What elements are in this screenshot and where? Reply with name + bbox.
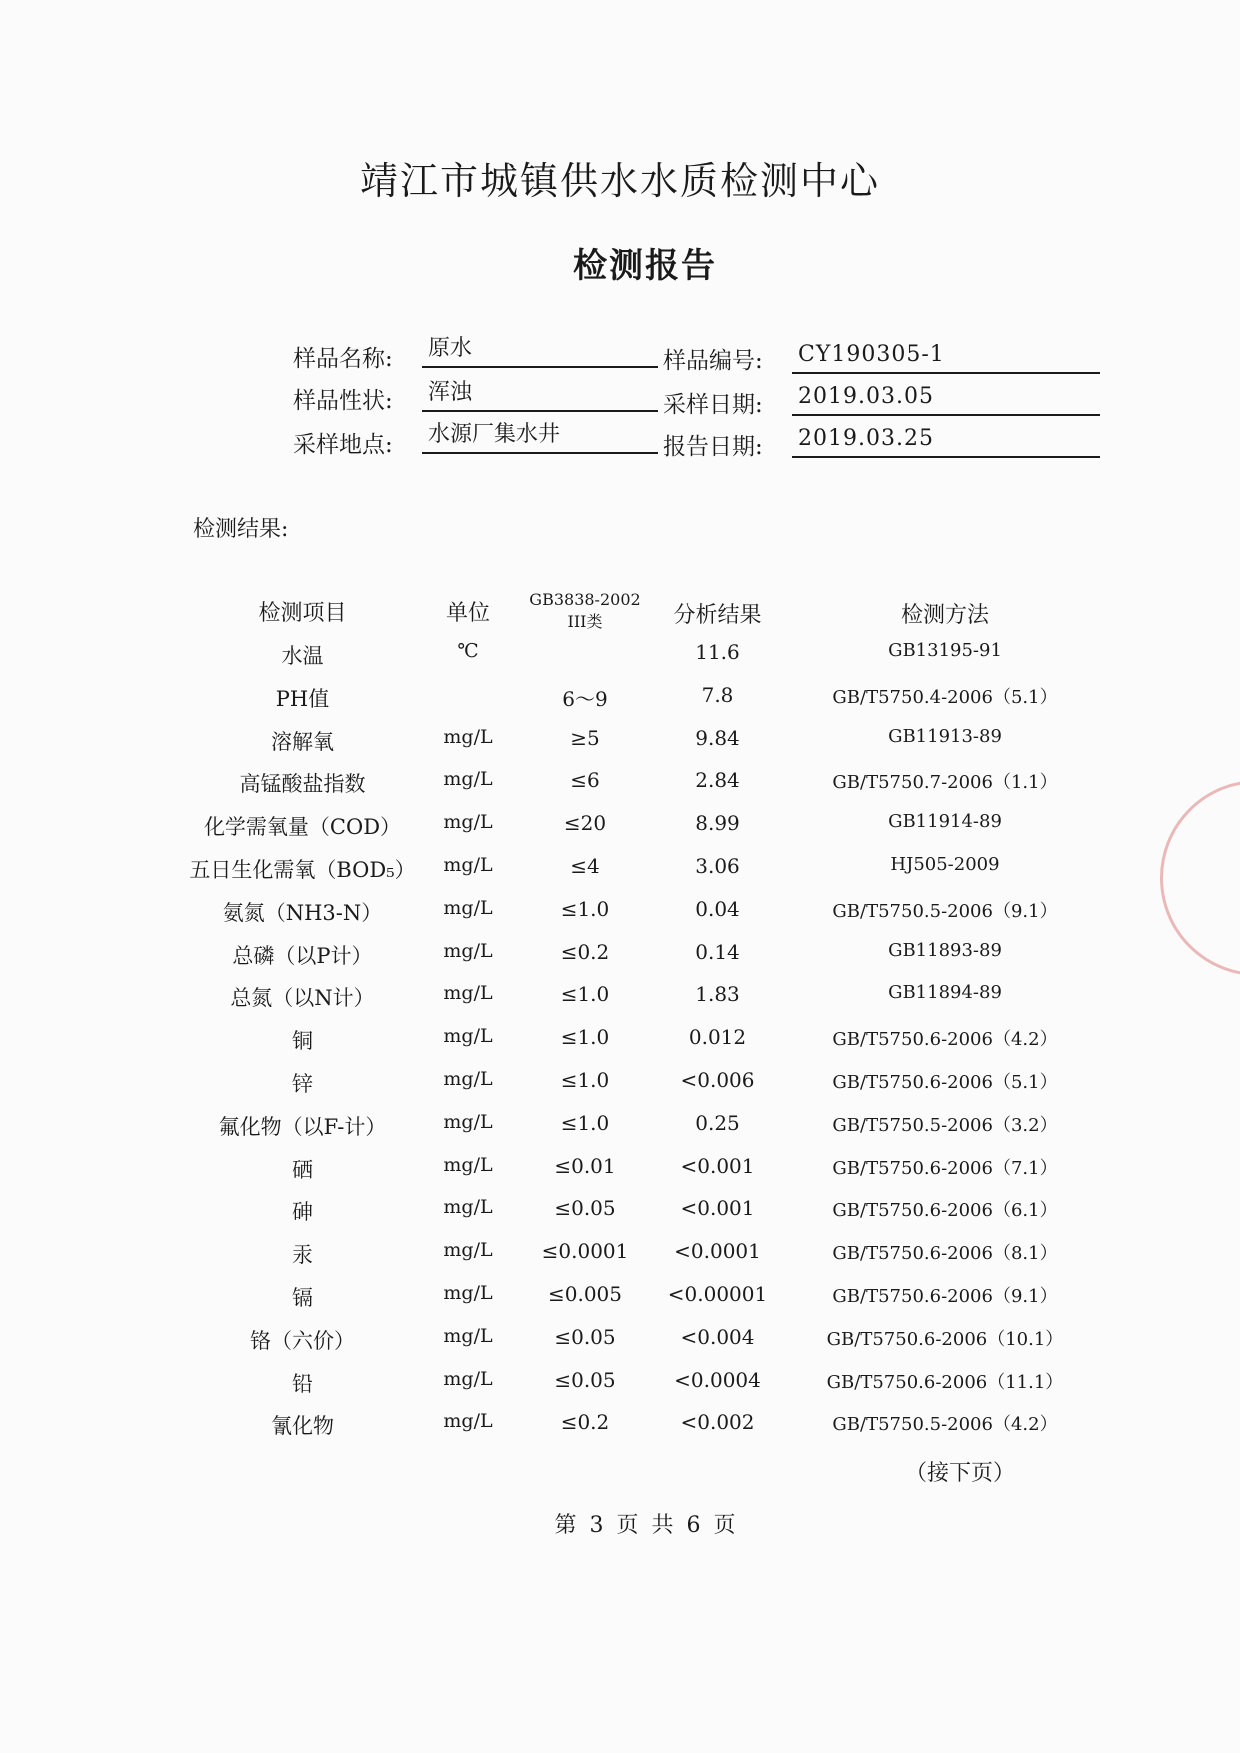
cell-standard: ≤0.05	[554, 1367, 616, 1392]
cell-method: GB11914-89	[888, 811, 1002, 833]
cell-result: 7.8	[701, 682, 734, 707]
cell-unit: mg/L	[443, 896, 493, 919]
cell-result: 2.84	[695, 768, 740, 793]
cell-standard: 6～9	[562, 686, 608, 711]
cell-standard: ≤1.0	[560, 982, 610, 1007]
cell-item: 总氮（以N计）	[230, 986, 375, 1011]
cell-method: GB/T5750.6-2006（6.1）	[832, 1200, 1058, 1222]
cell-standard: ≤1.0	[560, 1025, 610, 1050]
cell-standard: ≤0.2	[560, 939, 610, 964]
cell-item: 铅	[292, 1371, 313, 1396]
cell-item: 氟化物（以F-计）	[218, 1114, 387, 1139]
cell-item: 高锰酸盐指数	[239, 772, 366, 797]
cell-item: PH值	[275, 686, 330, 711]
cell-method: GB/T5750.6-2006（7.1）	[832, 1157, 1058, 1179]
cell-unit: mg/L	[443, 1068, 493, 1090]
cell-unit: mg/L	[443, 1025, 493, 1048]
cell-result: <0.002	[680, 1410, 755, 1435]
cell-method: GB/T5750.6-2006（11.1）	[826, 1371, 1064, 1393]
cell-method: GB11913-89	[888, 725, 1002, 747]
cell-standard: ≤0.0001	[541, 1239, 629, 1264]
cell-result: <0.001	[680, 1196, 755, 1221]
cell-standard: ≤1.0	[560, 896, 610, 921]
cell-result: 9.84	[695, 725, 740, 750]
cell-item: 化学需氧量（COD）	[203, 815, 402, 840]
cell-standard: ≤0.005	[547, 1282, 622, 1306]
sampling-location-value: 水源厂集水井	[422, 420, 658, 454]
sampling-date-value: 2019.03.05	[792, 382, 1100, 416]
cell-unit: ℃	[457, 640, 479, 662]
cell-unit: mg/L	[443, 1239, 493, 1262]
cell-item: 溶解氧	[271, 729, 334, 754]
results-heading: 检测结果:	[193, 517, 289, 542]
cell-method: GB11893-89	[888, 939, 1002, 961]
column-header-standard-line2: III类	[567, 612, 603, 631]
column-header-standard-line1: GB3838-2002	[529, 590, 641, 609]
cell-result: <0.006	[680, 1068, 755, 1092]
cell-method: GB/T5750.5-2006（9.1）	[832, 900, 1058, 922]
cell-unit: mg/L	[443, 939, 493, 962]
cell-standard: ≤0.05	[554, 1324, 616, 1349]
column-header-standard	[510, 589, 660, 633]
cell-result: 0.14	[695, 939, 740, 964]
column-header-unit: 单位	[445, 601, 490, 626]
page-number: 第 3 页 共 6 页	[554, 1513, 736, 1538]
cell-result: 3.06	[695, 854, 740, 878]
cell-standard: ≤6	[570, 768, 600, 793]
cell-item: 汞	[292, 1243, 313, 1268]
cell-method: GB/T5750.6-2006（9.1）	[832, 1286, 1058, 1307]
official-seal	[1160, 780, 1240, 976]
cell-standard: ≤1.0	[560, 1068, 610, 1092]
cell-item: 锌	[292, 1072, 313, 1096]
cell-unit: mg/L	[443, 1367, 493, 1390]
cell-result: 8.99	[695, 811, 740, 836]
cell-method: HJ505-2009	[890, 854, 1000, 875]
cell-unit: mg/L	[443, 982, 493, 1005]
sample-number-label: 样品编号:	[663, 348, 763, 374]
sample-number-value: CY190305-1	[792, 340, 1100, 374]
report-date-value: 2019.03.25	[792, 424, 1100, 458]
cell-unit: mg/L	[443, 811, 493, 834]
sample-state-value: 浑浊	[422, 378, 658, 412]
cell-result: <0.001	[680, 1153, 755, 1178]
cell-item: 铜	[292, 1029, 313, 1054]
cell-method: GB/T5750.6-2006（10.1）	[826, 1328, 1064, 1350]
cell-result: <0.0001	[674, 1239, 761, 1264]
cell-result: 0.04	[695, 896, 740, 921]
sample-state-label: 样品性状:	[293, 388, 393, 414]
cell-result: 11.6	[695, 640, 740, 664]
sample-name-value: 原水	[422, 334, 658, 368]
cell-standard: ≤0.05	[554, 1196, 616, 1221]
cell-item: 铬（六价）	[250, 1328, 355, 1353]
column-header-result: 分析结果	[673, 603, 762, 628]
report-title: 检测报告	[573, 246, 717, 286]
cell-standard: ≤0.01	[554, 1153, 616, 1178]
cell-unit: mg/L	[443, 1153, 493, 1176]
cell-unit: mg/L	[443, 1282, 493, 1304]
cell-method: GB/T5750.4-2006（5.1）	[832, 686, 1058, 708]
cell-item: 水温	[281, 644, 324, 668]
cell-result: <0.0004	[674, 1367, 761, 1392]
cell-item: 五日生化需氧（BOD₅）	[189, 858, 416, 882]
cell-method: GB/T5750.6-2006（5.1）	[832, 1072, 1058, 1093]
cell-unit: mg/L	[443, 768, 493, 791]
cell-method: GB/T5750.5-2006（4.2）	[832, 1414, 1058, 1436]
sampling-location-label: 采样地点:	[293, 432, 393, 458]
organization-title: 靖江市城镇供水水质检测中心	[359, 159, 880, 203]
cell-item: 硒	[292, 1157, 313, 1182]
cell-result: <0.004	[680, 1324, 755, 1349]
continue-note: （接下页）	[905, 1461, 1016, 1486]
cell-standard: ≤1.0	[560, 1110, 610, 1135]
cell-result: 0.012	[688, 1025, 747, 1050]
cell-unit: mg/L	[443, 725, 493, 748]
sampling-date-label: 采样日期:	[663, 392, 763, 418]
cell-standard: ≥5	[570, 725, 600, 750]
cell-unit: mg/L	[443, 854, 493, 876]
cell-item: 镉	[292, 1286, 313, 1310]
cell-unit: mg/L	[443, 1196, 493, 1219]
cell-unit: mg/L	[443, 1324, 493, 1347]
sample-name-label: 样品名称:	[293, 346, 393, 372]
cell-result: 0.25	[695, 1110, 740, 1135]
cell-item: 氰化物	[271, 1414, 334, 1439]
cell-method: GB/T5750.7-2006（1.1）	[832, 772, 1058, 794]
cell-method: GB/T5750.6-2006（8.1）	[832, 1243, 1058, 1265]
cell-item: 总磷（以P计）	[232, 943, 373, 968]
cell-result: <0.00001	[667, 1282, 768, 1306]
cell-unit: mg/L	[443, 1110, 493, 1133]
cell-standard: ≤0.2	[560, 1410, 610, 1435]
cell-method: GB13195-91	[888, 640, 1002, 661]
cell-item: 氨氮（NH3-N）	[222, 900, 383, 925]
report-date-label: 报告日期:	[663, 434, 763, 460]
cell-method: GB/T5750.5-2006（3.2）	[832, 1114, 1058, 1136]
cell-result: 1.83	[695, 982, 740, 1007]
cell-standard: ≤4	[570, 854, 600, 878]
column-header-method: 检测方法	[900, 603, 989, 628]
cell-standard: ≤20	[563, 811, 607, 836]
cell-method: GB/T5750.6-2006（4.2）	[832, 1029, 1058, 1051]
cell-item: 砷	[292, 1200, 313, 1225]
cell-method: GB11894-89	[888, 982, 1002, 1004]
column-header-item: 检测项目	[258, 601, 347, 626]
cell-unit: mg/L	[443, 1410, 493, 1433]
